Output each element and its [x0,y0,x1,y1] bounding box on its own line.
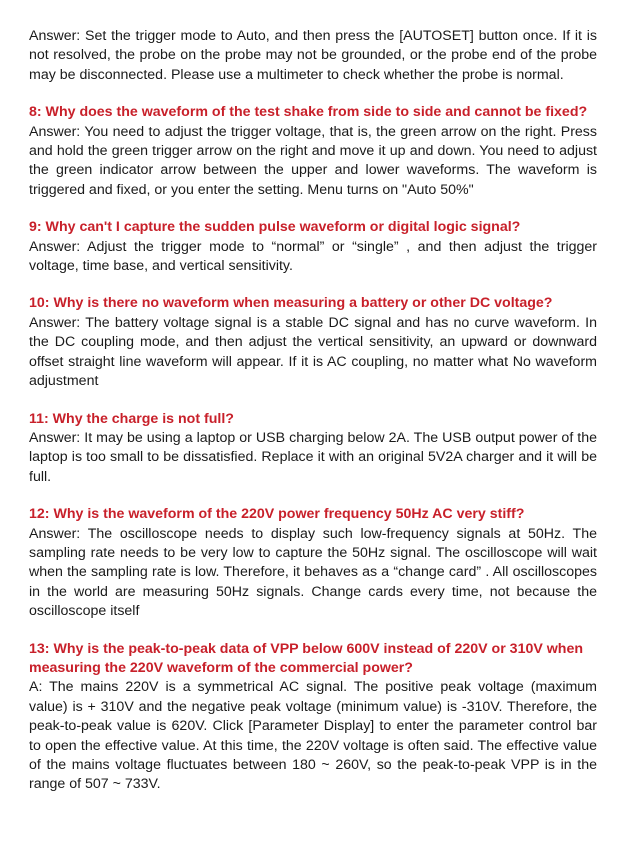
faq-section-7 [29,27,597,85]
faq-question-8: 8: Why does the waveform of the test shake from side to side and cannot be fixed? [29,104,588,121]
faq-question-9: 9: Why can't I capture the sudden pulse waveform or digital logic signal? [29,219,521,236]
faq-answer-12: Answer: The oscilloscope needs to display such low-frequency signals at 50Hz. The sampling rate needs to be very low to capture the 50Hz signal. The oscilloscope will wait when the sampling rate is low. Therefore, it behaves as a “change card” . All oscilloscopes in the world are measuring 50Hz signals. Change cards every time, not because the oscilloscope itself [29,525,597,620]
faq-document [29,27,597,813]
faq-section-12 [29,505,597,621]
faq-question-11: 11: Why the charge is not full? [29,410,234,427]
faq-answer-9: Answer: Adjust the trigger mode to “normal” or “single” , and then adjust the trigger voltage, time base, and vertical sensitivity. [29,238,597,275]
faq-answer-11: Answer: It may be using a laptop or USB charging below 2A. The USB output power of the laptop is too small to be dissatisfied. Replace it with an original 5V2A charger and it will be full. [29,429,597,485]
faq-answer-10: Answer: The battery voltage signal is a stable DC signal and has no curve waveform. In the DC coupling mode, and then adjust the vertical sensitivity, an upward or downward offset straight line waveform will appear. If it is AC coupling, no matter what No waveform adjustment [29,314,597,390]
faq-question-10: 10: Why is there no waveform when measuring a battery or other DC voltage? [29,295,553,312]
faq-question-12: 12: Why is the waveform of the 220V power frequency 50Hz AC very stiff? [29,506,525,523]
faq-answer-13: A: The mains 220V is a symmetrical AC signal. The positive peak voltage (maximum value) is + 310V and the negative peak voltage (minimum value) is -310V. Therefore, the peak-to-peak value is 620V. Click [Parameter Display] to enter the parameter control bar to open the effective value. At this time, the 220V voltage is often said. The effective value of the mains voltage fluctuates between 180 ~ 260V, so the peak-to-peak VPP is in the range of 507 ~ 733V. [29,679,597,793]
faq-section-11 [29,410,597,488]
faq-question-13: 13: Why is the peak-to-peak data of VPP below 600V instead of 220V or 310V when measuring the 220V waveform of the commercial power? [29,640,584,676]
faq-answer-7: Answer: Set the trigger mode to Auto, and then press the [AUTOSET] button once. If it is not resolved, the probe on the probe may not be grounded, or the probe end of the probe may be disconnected. Please use a multimeter to check whether the probe is normal. [29,28,597,83]
faq-section-10 [29,294,597,391]
faq-section-13 [29,640,597,795]
faq-section-8 [29,103,597,200]
faq-answer-8: Answer: You need to adjust the trigger voltage, that is, the green arrow on the right. Press and hold the green trigger arrow on the right and move it up and down. You need to adjust the green indicator arrow between the upper and lower waveforms. The waveform is triggered and fixed, or you enter the setting. Menu turns on "Auto 50%" [29,123,597,198]
faq-section-9 [29,218,597,276]
